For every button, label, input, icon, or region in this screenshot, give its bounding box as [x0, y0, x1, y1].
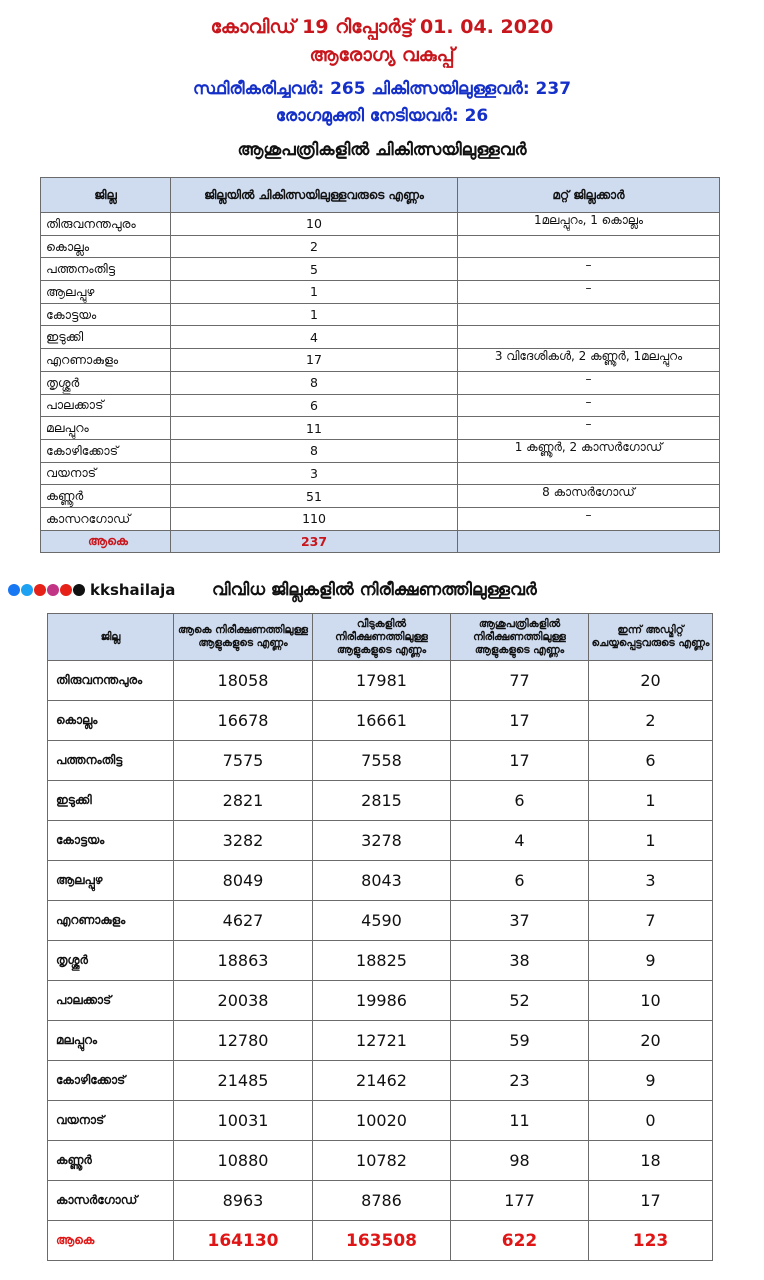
hospital-cell: 17: [451, 741, 589, 781]
other-districts-cell: 1 കണ്ണൂർ, 2 കാസർഗോഡ്: [458, 439, 720, 462]
hospital-treatment-table: [40, 177, 720, 553]
other-districts-cell: –: [458, 507, 720, 530]
table-row: [41, 213, 720, 236]
admitted-cell: 20: [589, 661, 713, 701]
youtube-icon: [34, 584, 46, 596]
column-header: ജില്ല: [41, 178, 171, 213]
district-cell: തിരുവനന്തപുരം: [48, 661, 174, 701]
admitted-cell: 10: [589, 981, 713, 1021]
home-cell: 10020: [313, 1101, 451, 1141]
count-cell: 11: [171, 417, 458, 440]
table-row: [41, 303, 720, 326]
table-row: [48, 861, 713, 901]
other-districts-cell: –: [458, 394, 720, 417]
table-row: [48, 1101, 713, 1141]
hospital-cell: 38: [451, 941, 589, 981]
total-cell: 21485: [174, 1061, 313, 1101]
district-cell: കൊല്ലം: [48, 701, 174, 741]
district-cell: ഇടുക്കി: [41, 326, 171, 349]
count-cell: 8: [171, 371, 458, 394]
district-cell: തൃശ്ശൂർ: [48, 941, 174, 981]
table-row: [48, 821, 713, 861]
count-cell: 2: [171, 235, 458, 258]
district-cell: ആലപ്പുഴ: [48, 861, 174, 901]
other-districts-cell: –: [458, 371, 720, 394]
total-cell: 8963: [174, 1181, 313, 1221]
count-cell: 3: [171, 462, 458, 485]
home-cell: 12721: [313, 1021, 451, 1061]
count-cell: 110: [171, 507, 458, 530]
count-cell: 51: [171, 485, 458, 508]
table-row: [48, 941, 713, 981]
home-cell: 18825: [313, 941, 451, 981]
table-row: [41, 349, 720, 372]
home-cell: 2815: [313, 781, 451, 821]
total-cell: 2821: [174, 781, 313, 821]
twitter-icon: [21, 584, 33, 596]
district-cell: കണ്ണൂർ: [48, 1141, 174, 1181]
district-cell: എറണാകുളം: [41, 349, 171, 372]
count-cell: 1: [171, 303, 458, 326]
other-districts-cell: –: [458, 281, 720, 304]
table-row: [41, 462, 720, 485]
admitted-cell: 6: [589, 741, 713, 781]
district-cell: പാലക്കാട്: [48, 981, 174, 1021]
total-admitted: 123: [589, 1221, 713, 1261]
total-total: 164130: [174, 1221, 313, 1261]
other-districts-cell: 8 കാസർഗോഡ്: [458, 485, 720, 508]
district-cell: വയനാട്: [48, 1101, 174, 1141]
column-header: ഇന്ന് അഡ്മിറ്റ് ചെയ്യപ്പെട്ടവരുടെ എണ്ണം: [589, 614, 713, 661]
home-cell: 10782: [313, 1141, 451, 1181]
table1-title: ആശുപത്രികളിൽ ചികിത്സയിലുള്ളവർ: [237, 140, 527, 160]
admitted-cell: 17: [589, 1181, 713, 1221]
admitted-cell: 1: [589, 821, 713, 861]
admitted-cell: 9: [589, 941, 713, 981]
total-cell: 8049: [174, 861, 313, 901]
hospital-cell: 98: [451, 1141, 589, 1181]
column-header: മറ്റ് ജില്ലക്കാർ: [458, 178, 720, 213]
hospital-cell: 17: [451, 701, 589, 741]
hospital-cell: 37: [451, 901, 589, 941]
district-cell: പാലക്കാട്: [41, 394, 171, 417]
table-row: [41, 326, 720, 349]
district-cell: ആലപ്പുഴ: [41, 281, 171, 304]
home-cell: 4590: [313, 901, 451, 941]
district-cell: കണ്ണൂർ: [41, 485, 171, 508]
count-cell: 6: [171, 394, 458, 417]
table-row: [48, 901, 713, 941]
home-cell: 17981: [313, 661, 451, 701]
district-cell: കോട്ടയം: [41, 303, 171, 326]
hospital-cell: 59: [451, 1021, 589, 1061]
district-cell: എറണാകുളം: [48, 901, 174, 941]
table-row: [41, 281, 720, 304]
table-row: [41, 235, 720, 258]
district-cell: മലപ്പുറം: [41, 417, 171, 440]
home-cell: 3278: [313, 821, 451, 861]
table-row: [41, 394, 720, 417]
total-cell: 10880: [174, 1141, 313, 1181]
other-districts-cell: [458, 235, 720, 258]
total-cell: 7575: [174, 741, 313, 781]
district-cell: ഇടുക്കി: [48, 781, 174, 821]
other-districts-cell: [458, 303, 720, 326]
table-row: [41, 439, 720, 462]
home-cell: 8043: [313, 861, 451, 901]
district-cell: തൃശ്ശൂർ: [41, 371, 171, 394]
total-cell: 18863: [174, 941, 313, 981]
district-cell: കോഴിക്കോട്: [41, 439, 171, 462]
admitted-cell: 1: [589, 781, 713, 821]
admitted-cell: 20: [589, 1021, 713, 1061]
table-row: [48, 1141, 713, 1181]
district-cell: കോട്ടയം: [48, 821, 174, 861]
total-cell: 4627: [174, 901, 313, 941]
admitted-cell: 3: [589, 861, 713, 901]
district-cell: തിരുവനന്തപുരം: [41, 213, 171, 236]
admitted-cell: 0: [589, 1101, 713, 1141]
hospital-cell: 52: [451, 981, 589, 1021]
social-handle: kkshailaja: [90, 581, 176, 599]
hospital-cell: 177: [451, 1181, 589, 1221]
column-header: ആശുപത്രികളിൽ നിരീക്ഷണത്തിലുള്ള ആളുകളുടെ എണ്ണം: [451, 614, 589, 661]
youtube-icon: [60, 584, 72, 596]
total-cell: 20038: [174, 981, 313, 1021]
table-header-row: [48, 614, 713, 661]
table2-title: വിവിധ ജില്ലകളിൽ നിരീക്ഷണത്തിലുള്ളവർ: [212, 580, 537, 600]
total-home: 163508: [313, 1221, 451, 1261]
district-cell: മലപ്പുറം: [48, 1021, 174, 1061]
total-cell: 3282: [174, 821, 313, 861]
district-cell: കൊല്ലം: [41, 235, 171, 258]
table-row: [48, 1021, 713, 1061]
admitted-cell: 9: [589, 1061, 713, 1101]
district-cell: കോഴിക്കോട്: [48, 1061, 174, 1101]
table-header-row: [41, 178, 720, 213]
other-districts-cell: –: [458, 258, 720, 281]
total-count: 237: [171, 530, 458, 553]
table-row: [41, 507, 720, 530]
district-cell: കാസർഗോഡ്: [48, 1181, 174, 1221]
admitted-cell: 2: [589, 701, 713, 741]
admitted-cell: 18: [589, 1141, 713, 1181]
other-districts-cell: –: [458, 417, 720, 440]
table-row: [41, 371, 720, 394]
other-districts-cell: 1മലപ്പുറം, 1 കൊല്ലം: [458, 213, 720, 236]
district-cell: വയനാട്: [41, 462, 171, 485]
count-cell: 8: [171, 439, 458, 462]
total-cell: 16678: [174, 701, 313, 741]
hospital-cell: 23: [451, 1061, 589, 1101]
report-title: കോവിഡ് 19 റിപ്പോർട്ട് 01. 04. 2020: [210, 16, 554, 38]
total-cell: 10031: [174, 1101, 313, 1141]
table-row: [41, 417, 720, 440]
total-hospital: 622: [451, 1221, 589, 1261]
facebook-icon: [8, 584, 20, 596]
table-row: [48, 781, 713, 821]
home-cell: 16661: [313, 701, 451, 741]
count-cell: 5: [171, 258, 458, 281]
table-row: [41, 485, 720, 508]
home-cell: 19986: [313, 981, 451, 1021]
table-row: [48, 661, 713, 701]
other-districts-cell: [458, 326, 720, 349]
tiktok-icon: [73, 584, 85, 596]
district-cell: പത്തനംതിട്ട: [48, 741, 174, 781]
hospital-cell: 11: [451, 1101, 589, 1141]
total-others: [458, 530, 720, 553]
admitted-cell: 7: [589, 901, 713, 941]
home-cell: 7558: [313, 741, 451, 781]
total-label: ആകെ: [41, 530, 171, 553]
hospital-cell: 6: [451, 781, 589, 821]
table-row: [48, 1181, 713, 1221]
home-cell: 21462: [313, 1061, 451, 1101]
column-header: വീടുകളിൽ നിരീക്ഷണത്തിലുള്ള ആളുകളുടെ എണ്ണം: [313, 614, 451, 661]
total-row: [41, 530, 720, 553]
column-header: ജില്ലയിൽ ചികിത്സയിലുള്ളവരുടെ എണ്ണം: [171, 178, 458, 213]
hospital-cell: 77: [451, 661, 589, 701]
table-row: [48, 981, 713, 1021]
table-row: [48, 701, 713, 741]
district-cell: കാസറഗോഡ്: [41, 507, 171, 530]
home-cell: 8786: [313, 1181, 451, 1221]
column-header: ആകെ നിരീക്ഷണത്തിലുള്ള ആളുകളുടെ എണ്ണം: [174, 614, 313, 661]
count-cell: 10: [171, 213, 458, 236]
column-header: ജില്ല: [48, 614, 174, 661]
other-districts-cell: [458, 462, 720, 485]
count-cell: 1: [171, 281, 458, 304]
hospital-cell: 4: [451, 821, 589, 861]
table-row: [41, 258, 720, 281]
count-cell: 4: [171, 326, 458, 349]
social-media-bar: [8, 580, 175, 600]
table-row: [48, 1061, 713, 1101]
total-row: [48, 1221, 713, 1261]
recovered-line: രോഗമുക്തി നേടിയവർ: 26: [275, 106, 489, 126]
other-districts-cell: 3 വിദേശികൾ, 2 കണ്ണൂർ, 1മലപ്പുറം: [458, 349, 720, 372]
instagram-icon: [47, 584, 59, 596]
total-cell: 12780: [174, 1021, 313, 1061]
hospital-cell: 6: [451, 861, 589, 901]
district-cell: പത്തനംതിട്ട: [41, 258, 171, 281]
observation-table: [47, 613, 713, 1261]
count-cell: 17: [171, 349, 458, 372]
total-label: ആകെ: [48, 1221, 174, 1261]
department-name: ആരോഗ്യ വകുപ്പ്: [309, 44, 455, 66]
table-row: [48, 741, 713, 781]
stats-line: സ്ഥിരീകരിച്ചവർ: 265 ചികിത്സയിലുള്ളവർ: 237: [192, 79, 572, 99]
total-cell: 18058: [174, 661, 313, 701]
